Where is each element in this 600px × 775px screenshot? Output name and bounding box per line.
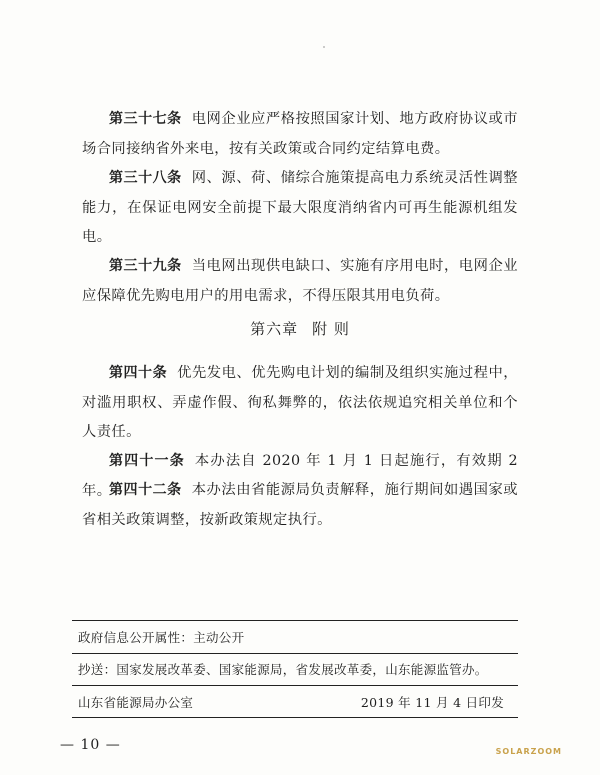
article-40 <box>82 359 518 448</box>
article-39 <box>82 252 518 311</box>
speck <box>323 46 325 48</box>
watermark: SOLARZOOM <box>495 747 562 756</box>
cc-list: 抄送：国家发展改革委、国家能源局，省发展改革委，山东能源监管办。 <box>78 662 488 677</box>
issuing-office: 山东省能源局办公室 <box>78 695 194 710</box>
footer-rule-top <box>72 620 518 621</box>
chapter-title: 附 则 <box>312 320 350 338</box>
chapter-heading <box>82 318 518 339</box>
article-42 <box>82 476 518 535</box>
page-number: — 10 — <box>60 737 121 753</box>
footer-rule <box>72 653 518 654</box>
article-text: 当电网出现供电缺口、实施有序用电时，电网企业应保障优先购电用户的用电需求，不得压限其用电负荷。 <box>82 258 518 304</box>
footer-rule-bottom <box>72 717 518 718</box>
article-38 <box>82 164 518 253</box>
article-text: 本办法自 2020 年 1 月 1 日起施行，有效期 2 年。 <box>82 453 519 499</box>
article-text: 本办法由省能源局负责解释，施行期间如遇国家或省相关政策调整，按新政策规定执行。 <box>82 482 518 528</box>
disclosure-attribute: 政府信息公开属性：主动公开 <box>78 630 245 645</box>
article-number: 第三十八条 <box>109 170 182 186</box>
article-text: 电网企业应严格按照国家计划、地方政府协议或市场合同接纳省外来电，按有关政策或合同约定结算电费。 <box>82 111 518 157</box>
article-number: 第四十条 <box>109 365 168 381</box>
article-number: 第三十九条 <box>109 258 182 274</box>
article-number: 第三十七条 <box>109 111 182 127</box>
article-number: 第四十二条 <box>109 482 182 498</box>
issue-date: 2019 年 11 月 4 日印发 <box>360 695 504 710</box>
chapter-number: 第六章 <box>250 320 299 338</box>
article-37 <box>82 105 518 164</box>
article-text: 网、源、荷、储综合施策提高电力系统灵活性调整能力，在保证电网安全前提下最大限度消纳省内可再生能源机组发电。 <box>82 170 518 245</box>
article-text: 优先发电、优先购电计划的编制及组织实施过程中，对滥用职权、弄虚作假、徇私舞弊的，依法依规追究相关单位和个人责任。 <box>82 365 518 440</box>
footer-rule <box>72 685 518 686</box>
article-number: 第四十一条 <box>109 453 185 469</box>
